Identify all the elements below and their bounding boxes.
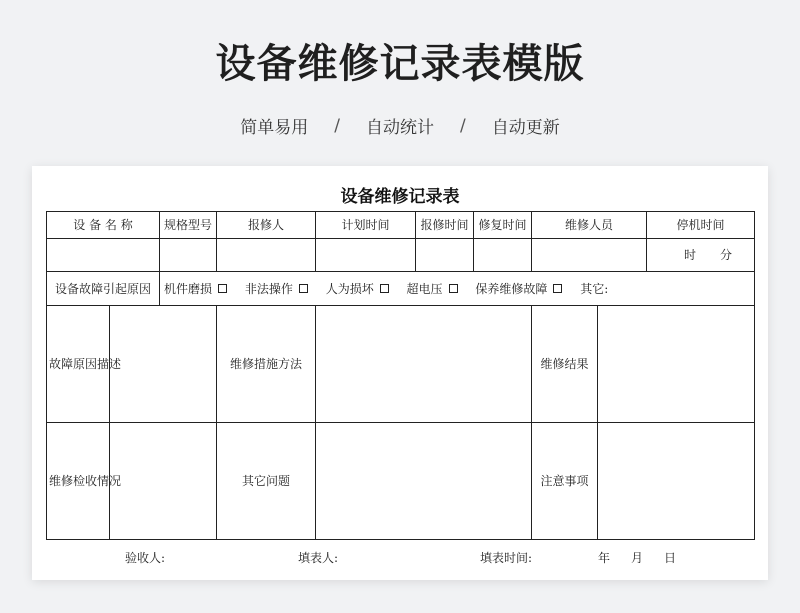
day-label: 日 — [664, 551, 677, 565]
checkbox-icon[interactable] — [553, 284, 562, 293]
cause-option-other[interactable]: 其它: — [580, 281, 609, 296]
report-time-field[interactable] — [416, 239, 474, 272]
fault-desc-field[interactable] — [110, 306, 217, 423]
page-title: 设备维修记录表模版 — [215, 41, 585, 87]
checkbox-icon[interactable] — [449, 284, 458, 293]
filler-label: 填表人: — [298, 551, 339, 565]
col-header-fixed-time: 修复时间 — [474, 212, 532, 239]
tagline-auto-stats: 自动统计 — [366, 118, 434, 138]
hour-label: 时 — [684, 248, 697, 262]
month-label: 月 — [631, 551, 644, 565]
repair-method-label: 维修措施方法 — [217, 306, 316, 423]
cause-label: 设备故障引起原因 — [47, 272, 160, 306]
checkbox-icon[interactable] — [218, 284, 227, 293]
tagline-auto-update: 自动更新 — [491, 118, 560, 138]
fixed-time-field[interactable] — [474, 239, 532, 272]
reporter-field[interactable] — [217, 239, 316, 272]
col-header-planned-time: 计划时间 — [316, 212, 416, 239]
form-sheet — [32, 166, 768, 580]
table-header-row — [47, 212, 755, 239]
fill-date-label: 填表时间: — [480, 551, 533, 565]
acceptance-label: 维修检收情况 — [47, 423, 110, 540]
year-label: 年 — [598, 551, 611, 565]
fault-section-row — [47, 306, 755, 423]
repair-result-field[interactable] — [598, 306, 755, 423]
acceptance-field[interactable] — [110, 423, 217, 540]
form-title: 设备维修记录表 — [340, 187, 460, 207]
cause-option-maintenance-fault[interactable]: 保养维修故障 — [475, 282, 562, 296]
acceptance-section-row — [47, 423, 755, 540]
cause-option-illegal-operation[interactable]: 非法操作 — [245, 282, 308, 296]
col-header-spec-model: 规格型号 — [160, 212, 217, 239]
col-header-downtime: 停机时间 — [647, 212, 755, 239]
downtime-field[interactable] — [647, 239, 755, 272]
form-footer — [46, 549, 754, 567]
tagline-separator: / — [334, 115, 340, 136]
minute-label: 分 — [720, 248, 733, 262]
notes-field[interactable] — [598, 423, 755, 540]
table-input-row — [47, 239, 755, 272]
cause-option-human-damage[interactable]: 人为损坏 — [326, 282, 389, 296]
cause-option-overvoltage[interactable]: 超电压 — [407, 282, 458, 296]
tagline-separator: / — [460, 115, 466, 136]
planned-time-field[interactable] — [316, 239, 416, 272]
equipment-name-field[interactable] — [47, 239, 160, 272]
repair-staff-field[interactable] — [532, 239, 647, 272]
repair-method-field[interactable] — [316, 306, 532, 423]
cause-option-wear[interactable]: 机件磨损 — [164, 282, 227, 296]
col-header-reporter: 报修人 — [217, 212, 316, 239]
col-header-repair-staff: 维修人员 — [532, 212, 647, 239]
col-header-report-time: 报修时间 — [416, 212, 474, 239]
notes-label: 注意事项 — [532, 423, 598, 540]
cause-row — [47, 272, 755, 306]
tagline-easy: 简单易用 — [240, 118, 309, 138]
cause-options — [160, 272, 755, 306]
col-header-equipment-name: 设 备 名 称 — [47, 212, 160, 239]
fault-desc-label: 故障原因描述 — [47, 306, 110, 423]
checkbox-icon[interactable] — [380, 284, 389, 293]
spec-model-field[interactable] — [160, 239, 217, 272]
other-issues-field[interactable] — [316, 423, 532, 540]
tagline-bar — [0, 113, 800, 138]
other-issues-label: 其它问题 — [217, 423, 316, 540]
repair-record-table — [46, 211, 755, 540]
checkbox-icon[interactable] — [299, 284, 308, 293]
repair-result-label: 维修结果 — [532, 306, 598, 423]
acceptor-label: 验收人: — [125, 551, 166, 565]
